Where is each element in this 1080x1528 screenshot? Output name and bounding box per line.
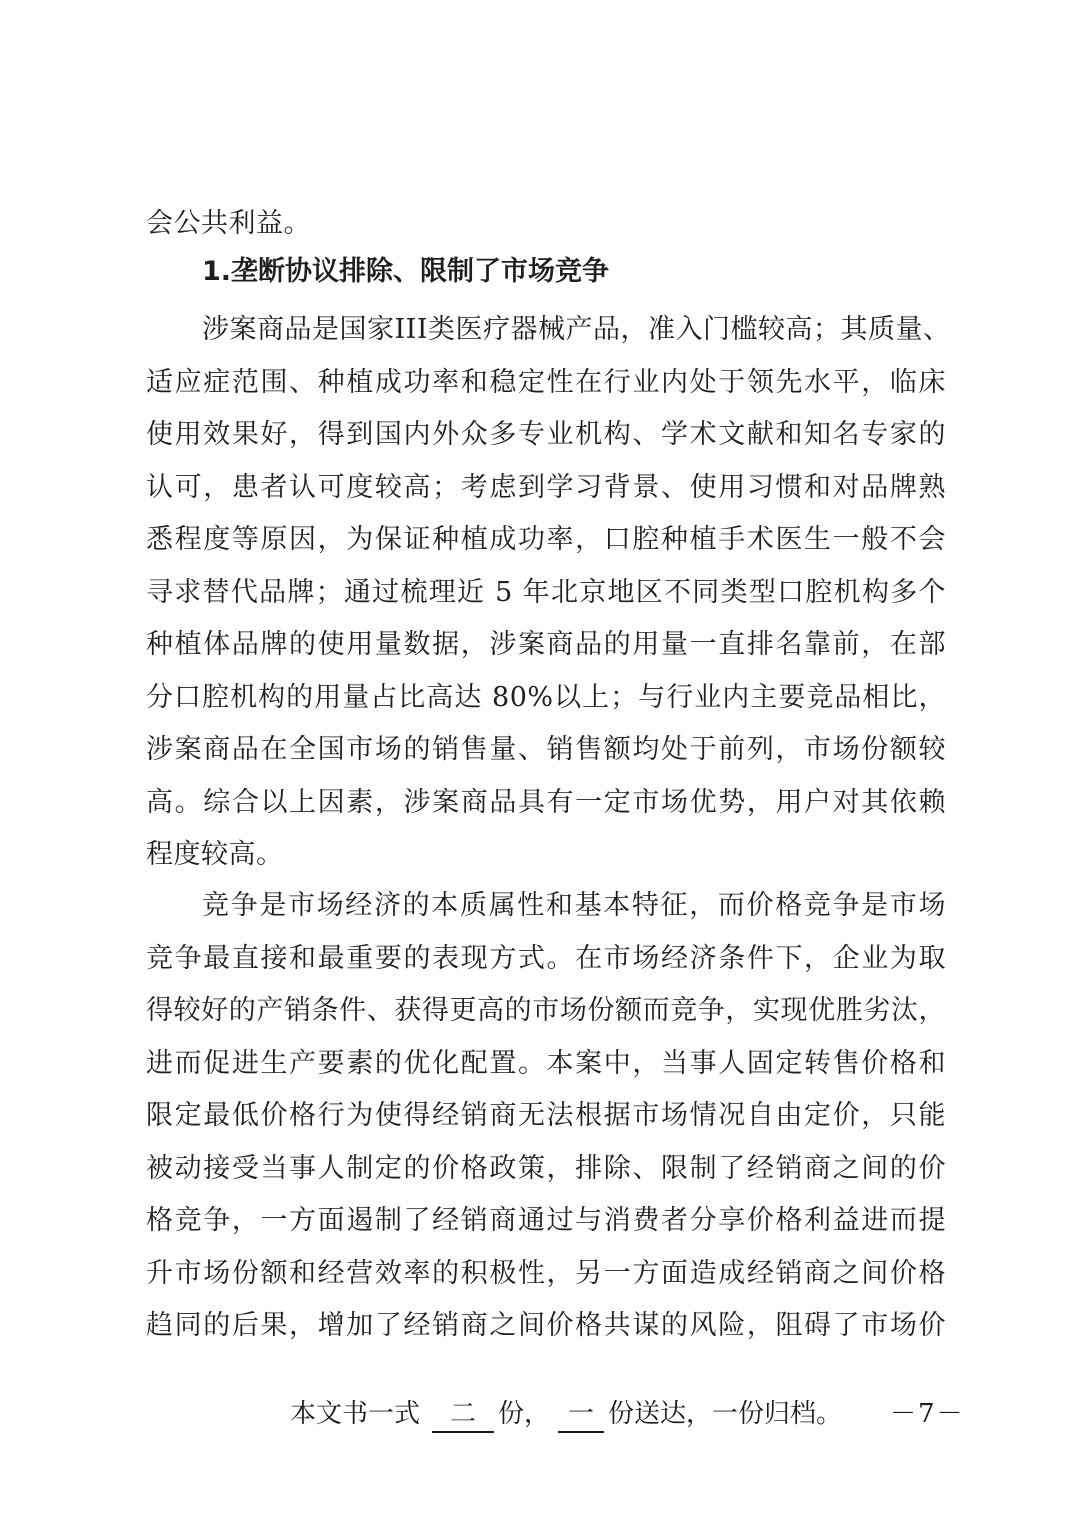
document-copies-footer — [290, 1394, 842, 1434]
paragraph-line: 高。综合以上因素，涉案商品具有一定市场优势，用户对其依赖 — [146, 786, 946, 818]
paragraph-line: 种植体品牌的使用量数据，涉案商品的用量一直排名靠前，在部 — [146, 629, 946, 660]
paragraph-line: 适应症范围、种植成功率和稳定性在行业内处于领先水平，临床 — [146, 366, 946, 398]
paragraph-line: 分口腔机构的用量占比高达 80%以上；与行业内主要竞品相比， — [146, 681, 946, 713]
copies-served-blank: 一 — [558, 1397, 604, 1433]
paragraph-line: 升市场份额和经营效率的积极性，另一方面造成经销商之间价格 — [146, 1257, 946, 1289]
paragraph-line: 悉程度等原因，为保证种植成功率，口腔种植手术医生一般不会 — [146, 524, 946, 555]
paragraph-line: 寻求替代品牌；通过梳理近 5 年北京地区不同类型口腔机构多个 — [146, 576, 946, 608]
paragraph-line: 涉案商品在全国市场的销售量、销售额均处于前列，市场份额较 — [146, 734, 946, 765]
paragraph-line: 进而促进生产要素的优化配置。本案中，当事人固定转售价格和 — [146, 1047, 946, 1079]
footer-prefix: 本文书一式 — [290, 1399, 421, 1429]
paragraph-line: 涉案商品是国家III类医疗器械产品，准入门槛较高；其质量、 — [202, 314, 951, 345]
paragraph-market-advantage — [146, 304, 951, 882]
paragraph-line: 限定最低价格行为使得经销商无法根据市场情况自由定价，只能 — [146, 1100, 946, 1131]
paragraph-line: 得较好的产销条件、获得更高的市场份额而竞争，实现优胜劣汰， — [146, 995, 946, 1026]
continuation-line: 会公共利益。 — [146, 208, 311, 239]
continuation-text — [146, 198, 946, 251]
page-number: －7－ — [890, 1399, 965, 1429]
paragraph-line: 趋同的后果，增加了经销商之间价格共谋的风险，阻碍了市场价 — [146, 1310, 946, 1341]
paragraph-line: 被动接受当事人制定的价格政策，排除、限制了经销商之间的价 — [146, 1152, 946, 1184]
paragraph-line: 竞争是市场经济的本质属性和基本特征，而价格竞争是市场 — [202, 890, 946, 921]
section-heading: 1.垄断协议排除、限制了市场竞争 — [202, 256, 610, 287]
paragraph-line: 认可，患者认可度较高；考虑到学习背景、使用习惯和对品牌熟 — [146, 471, 946, 503]
footer-suffix: 份送达，一份归档。 — [608, 1399, 843, 1429]
paragraph-line: 格竞争，一方面遏制了经销商通过与消费者分享价格利益进而提 — [146, 1205, 946, 1236]
footer-middle: 份， — [498, 1399, 551, 1429]
paragraph-line: 使用效果好，得到国内外众多专业机构、学术文献和知名专家的 — [146, 419, 946, 450]
paragraph-line: 程度较高。 — [146, 839, 284, 870]
copies-total-blank: 二 — [432, 1397, 494, 1433]
paragraph-line: 竞争最直接和最重要的表现方式。在市场经济条件下，企业为取 — [146, 942, 946, 974]
paragraph-price-competition — [146, 880, 946, 1353]
